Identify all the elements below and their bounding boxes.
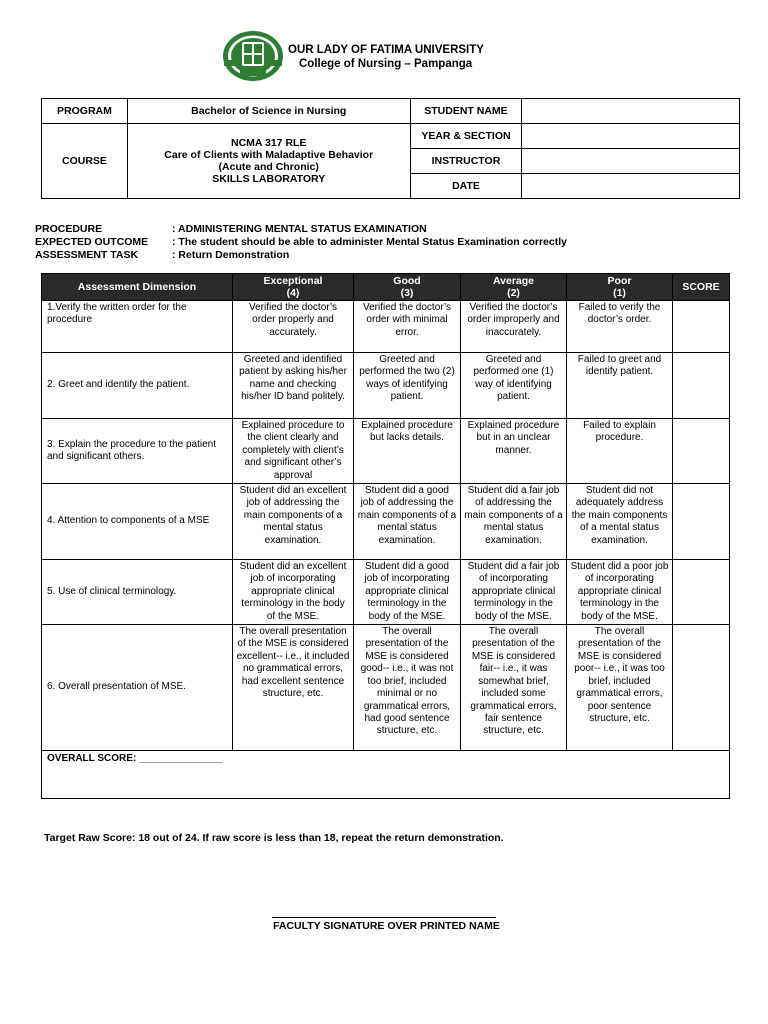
- poor-cell: Student did not adequately address the main components of a mental status examination.: [567, 484, 673, 560]
- average-cell: Greeted and performed one (1) way of identifying patient.: [461, 353, 567, 419]
- rubric-table: [41, 273, 730, 799]
- header-exceptional-points: (4): [286, 287, 300, 299]
- target-raw-score: Target Raw Score: 18 out of 24. If raw score is less than 18, repeat the return demonstration.: [44, 832, 504, 844]
- good-cell: Student did a good job of incorporating appropriate clinical terminology in the body of the MSE.: [354, 560, 461, 625]
- student-name-label: STUDENT NAME: [410, 99, 522, 124]
- exceptional-cell: The overall presentation of the MSE is considered excellent-- i.e., it included no grammatical errors, had excellent sentence structure, etc.: [233, 625, 354, 751]
- header-exceptional: [233, 274, 354, 301]
- exceptional-cell: Student did an excellent job of incorporating appropriate clinical terminology in the body of the MSE.: [233, 560, 354, 625]
- year-section-label: YEAR & SECTION: [410, 124, 522, 149]
- header-dimension: Assessment Dimension: [42, 274, 233, 301]
- score-cell[interactable]: [673, 419, 730, 484]
- instructor-label: INSTRUCTOR: [410, 149, 522, 174]
- assessment-task-value: : Return Demonstration: [172, 249, 290, 261]
- instructor-field[interactable]: [522, 149, 740, 174]
- score-cell[interactable]: [673, 301, 730, 353]
- rubric-row: [42, 353, 730, 419]
- student-info-table: [41, 98, 740, 199]
- rubric-row: [42, 625, 730, 751]
- header-poor: [567, 274, 673, 301]
- rubric-row: [42, 484, 730, 560]
- university-seal-logo: [222, 30, 284, 82]
- course-subtitle: (Acute and Chronic): [218, 161, 319, 173]
- poor-cell: Student did a poor job of incorporating appropriate clinical terminology in the body of the MSE.: [567, 560, 673, 625]
- average-cell: The overall presentation of the MSE is considered fair-- i.e., it was somewhat brief, included some grammatical errors, fair sentence structure, etc.: [461, 625, 567, 751]
- college-name: College of Nursing – Pampanga: [299, 58, 473, 70]
- faculty-signature-label: FACULTY SIGNATURE OVER PRINTED NAME: [273, 920, 500, 932]
- dimension-cell: 6. Overall presentation of MSE.: [42, 625, 233, 751]
- score-cell[interactable]: [673, 353, 730, 419]
- signature-line: [272, 917, 496, 918]
- exceptional-cell: Greeted and identified patient by asking his/her name and checking his/her ID band politely.: [233, 353, 354, 419]
- dimension-cell: 3. Explain the procedure to the patient and significant others.: [42, 419, 233, 484]
- course-code: NCMA 317 RLE: [230, 136, 307, 149]
- exceptional-cell: Student did an excellent job of addressing the main components of a mental status examination.: [233, 484, 354, 560]
- dimension-cell: 1.Verify the written order for the procedure: [42, 301, 233, 353]
- header-average-label: Average: [492, 275, 535, 287]
- student-name-field[interactable]: [522, 99, 740, 124]
- rubric-row: [42, 419, 730, 484]
- header-average: [461, 274, 567, 301]
- header-poor-label: Poor: [607, 275, 632, 287]
- course-title: Care of Clients with Maladaptive Behavior: [164, 148, 374, 161]
- header-good-points: (3): [400, 287, 414, 299]
- average-cell: Student did a fair job of addressing the main components of a mental status examination.: [461, 484, 567, 560]
- average-cell: Explained procedure but in an unclear manner.: [461, 419, 567, 484]
- course-type: SKILLS LABORATORY: [212, 173, 326, 186]
- score-cell[interactable]: [673, 625, 730, 751]
- header-poor-points: (1): [613, 287, 626, 299]
- course-label: COURSE: [42, 124, 128, 199]
- university-name: OUR LADY OF FATIMA UNIVERSITY: [288, 44, 484, 56]
- score-cell[interactable]: [673, 560, 730, 625]
- rubric-row: [42, 301, 730, 353]
- header-average-points: (2): [507, 287, 520, 299]
- exceptional-cell: Explained procedure to the client clearly and completely with client’s and significant other’s approval: [233, 419, 354, 484]
- poor-cell: The overall presentation of the MSE is considered poor-- i.e., it was too brief, included grammatical errors, poor sentence structure, etc.: [567, 625, 673, 751]
- dimension-cell: 5. Use of clinical terminology.: [42, 560, 233, 625]
- header-good: [354, 274, 461, 301]
- good-cell: Student did a good job of addressing the main components of a mental status examination.: [354, 484, 461, 560]
- poor-cell: Failed to explain procedure.: [567, 419, 673, 484]
- header-exceptional-label: Exceptional: [263, 275, 323, 287]
- program-value: Bachelor of Science in Nursing: [127, 99, 410, 124]
- poor-cell: Failed to verify the doctor’s order.: [567, 301, 673, 353]
- date-label: DATE: [410, 174, 522, 199]
- average-cell: Verified the doctor’s order improperly and inaccurately.: [461, 301, 567, 353]
- header-score: SCORE: [673, 274, 730, 301]
- good-cell: Verified the doctor’s order with minimal error.: [354, 301, 461, 353]
- expected-outcome-value: : The student should be able to administer Mental Status Examination correctly: [172, 236, 567, 248]
- course-value: [127, 124, 410, 199]
- good-cell: Greeted and performed the two (2) ways of identifying patient.: [354, 353, 461, 419]
- document-header: [0, 30, 768, 84]
- procedure-label: PROCEDURE: [35, 223, 103, 235]
- dimension-cell: 2. Greet and identify the patient.: [42, 353, 233, 419]
- overall-score-field[interactable]: OVERALL SCORE: _______________: [42, 751, 730, 799]
- date-field[interactable]: [522, 174, 740, 199]
- score-cell[interactable]: [673, 484, 730, 560]
- rubric-row: [42, 560, 730, 625]
- good-cell: The overall presentation of the MSE is considered good-- i.e., it was not too brief, included minimal or no grammatical errors, had good sentence structure, etc.: [354, 625, 461, 751]
- year-section-field[interactable]: [522, 124, 740, 149]
- exceptional-cell: Verified the doctor’s order properly and accurately.: [233, 301, 354, 353]
- assessment-task-label: ASSESSMENT TASK: [35, 249, 139, 261]
- dimension-cell: 4. Attention to components of a MSE: [42, 484, 233, 560]
- program-label: PROGRAM: [42, 99, 128, 124]
- header-good-label: Good: [393, 275, 421, 287]
- poor-cell: Failed to greet and identify patient.: [567, 353, 673, 419]
- average-cell: Student did a fair job of incorporating appropriate clinical terminology in the body of the MSE.: [461, 560, 567, 625]
- procedure-value: : ADMINISTERING MENTAL STATUS EXAMINATION: [172, 223, 427, 235]
- procedure-meta: [35, 223, 567, 262]
- expected-outcome-label: EXPECTED OUTCOME: [35, 236, 149, 248]
- good-cell: Explained procedure but lacks details.: [354, 419, 461, 484]
